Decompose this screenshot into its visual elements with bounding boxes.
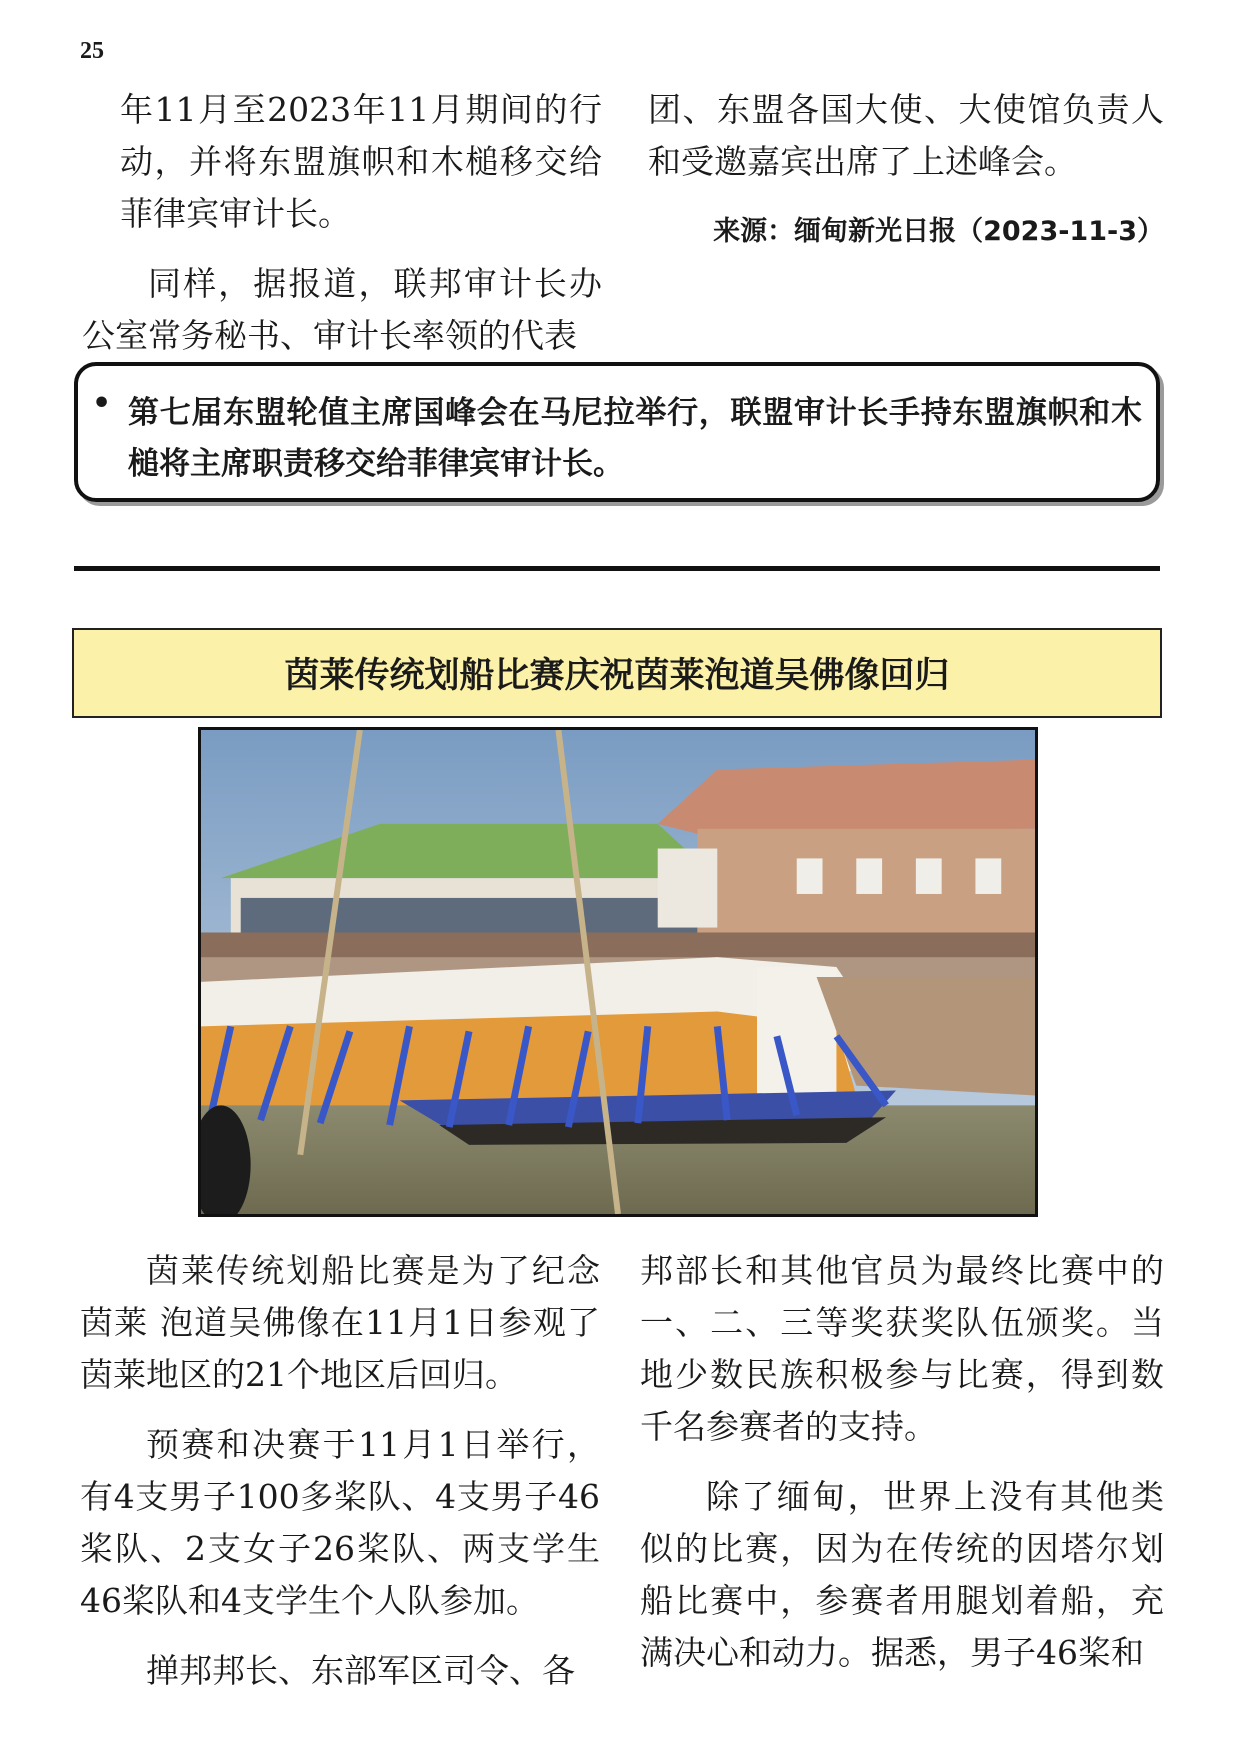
paragraph: 同样，据报道，联邦审计长办公室常务秘书、审计长率领的代表 xyxy=(82,264,602,355)
article-title-box xyxy=(72,628,1162,718)
boat-race-photo xyxy=(198,727,1038,1217)
photo-illustration xyxy=(201,730,1035,1214)
paragraph: 除了缅甸，世界上没有其他类似的比赛，因为在传统的因塔尔划船比赛中，参赛者用腿划着船，充满决心和动力。据悉，男子46桨和 xyxy=(640,1477,1164,1672)
paragraph: 年11月至2023年11月期间的行动，并将东盟旗帜和木槌移交给菲律宾审计长。 xyxy=(120,90,602,233)
paragraph: 预赛和决赛于11月1日举行，有4支男子100多桨队、4支男子46桨队、2支女子26桨队、两支学生46桨队和4支学生个人队参加。 xyxy=(80,1425,600,1620)
bullet-icon: • xyxy=(92,386,112,421)
paragraph: 团、东盟各国大使、大使馆负责人和受邀嘉宾出席了上述峰会。 xyxy=(648,90,1164,181)
page-number: 25 xyxy=(80,38,104,64)
source-citation: 来源：缅甸新光日报（2023-11-3） xyxy=(713,216,1164,247)
top-left-column xyxy=(82,84,602,380)
paragraph: 掸邦邦长、东部军区司令、各 xyxy=(146,1651,575,1690)
top-right-column xyxy=(648,84,1164,276)
paragraph: 邦部长和其他官员为最终比赛中的一、二、三等奖获奖队伍颁奖。当地少数民族积极参与比赛，得到数千名参赛者的支持。 xyxy=(640,1251,1164,1446)
bottom-left-column xyxy=(80,1245,600,1715)
article-title: 茵莱传统划船比赛庆祝茵莱泡道吴佛像回归 xyxy=(284,656,950,696)
section-divider xyxy=(74,566,1160,571)
bottom-right-column xyxy=(640,1245,1164,1697)
highlight-text: 第七届东盟轮值主席国峰会在马尼拉举行，联盟审计长手持东盟旗帜和木槌将主席职责移交给菲律宾审计长。 xyxy=(128,395,1142,482)
highlight-box xyxy=(74,362,1160,502)
paragraph: 茵莱传统划船比赛是为了纪念茵莱 泡道吴佛像在11月1日参观了茵莱地区的21个地区后回归。 xyxy=(80,1251,600,1394)
